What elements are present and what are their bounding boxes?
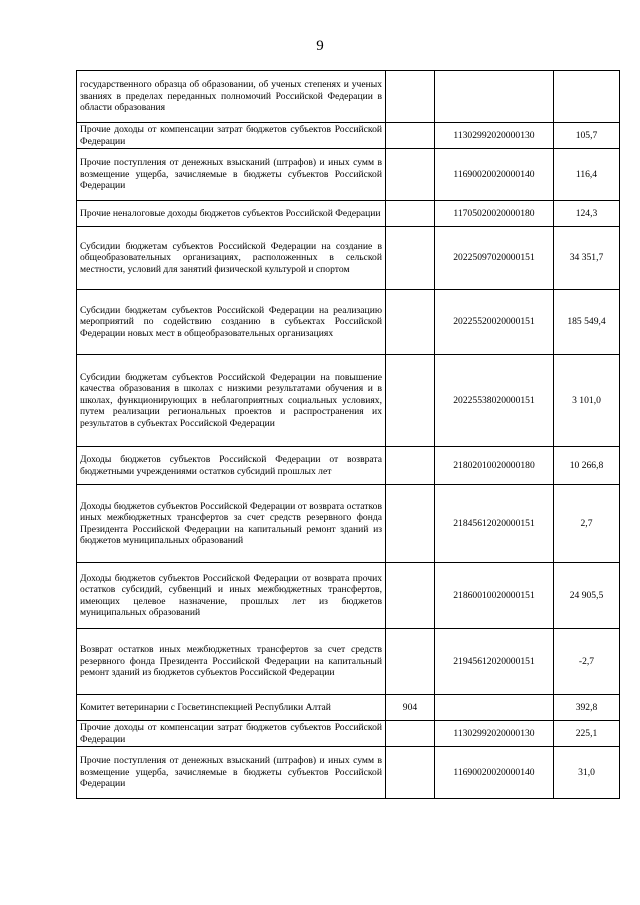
admin-code bbox=[386, 447, 435, 485]
budget-classification-code: 21802010020000180 bbox=[435, 447, 554, 485]
admin-code bbox=[386, 721, 435, 747]
amount: 105,7 bbox=[554, 123, 620, 149]
admin-code bbox=[386, 149, 435, 201]
revenue-name: Субсидии бюджетам субъектов Российской Федерации на создание в общеобразовательных организациях, расположенных в сельской местности, условий для занятий физической культурой и спортом bbox=[77, 227, 386, 290]
revenue-name: Доходы бюджетов субъектов Российской Федерации от возврата бюджетными учреждениями остатков субсидий прошлых лет bbox=[77, 447, 386, 485]
budget-classification-code: 20225097020000151 bbox=[435, 227, 554, 290]
budget-classification-code: 11690020020000140 bbox=[435, 149, 554, 201]
amount: 116,4 bbox=[554, 149, 620, 201]
admin-code bbox=[386, 485, 435, 563]
revenue-table bbox=[76, 70, 620, 799]
budget-classification-code: 20225538020000151 bbox=[435, 355, 554, 447]
amount: 2,7 bbox=[554, 485, 620, 563]
table-row bbox=[77, 227, 620, 290]
budget-classification-code: 21945612020000151 bbox=[435, 629, 554, 695]
revenue-name: Субсидии бюджетам субъектов Российской Федерации на повышение качества образования в школах с низкими результатами обучения и в школах, функционирующих в неблагоприятных социальных условиях, путем реализации региональных проектов и распространения их результатов в субъектах Российской Федерации bbox=[77, 355, 386, 447]
table-row bbox=[77, 485, 620, 563]
table-row bbox=[77, 695, 620, 721]
amount bbox=[554, 71, 620, 123]
budget-classification-code: 11302992020000130 bbox=[435, 123, 554, 149]
admin-code bbox=[386, 71, 435, 123]
revenue-name: Доходы бюджетов субъектов Российской Федерации от возврата прочих остатков субсидий, субвенций и иных межбюджетных трансфертов, имеющих целевое назначение, прошлых лет из бюджетов муниципальных образований bbox=[77, 563, 386, 629]
admin-code bbox=[386, 123, 435, 149]
page-number: 9 bbox=[316, 38, 324, 54]
revenue-name: Субсидии бюджетам субъектов Российской Федерации на реализацию мероприятий по содействию созданию в субъектах Российской Федерации новых мест в общеобразовательных организациях bbox=[77, 290, 386, 355]
budget-classification-code: 21845612020000151 bbox=[435, 485, 554, 563]
revenue-name: Прочие поступления от денежных взысканий (штрафов) и иных сумм в возмещение ущерба, зачисляемые в бюджеты субъектов Российской Федерации bbox=[77, 149, 386, 201]
budget-classification-code: 11705020020000180 bbox=[435, 201, 554, 227]
budget-classification-code: 11302992020000130 bbox=[435, 721, 554, 747]
revenue-name: Доходы бюджетов субъектов Российской Федерации от возврата остатков иных межбюджетных трансфертов за счет средств резервного фонда Президента Российской Федерации на капитальный ремонт зданий из бюджетов муниципальных образований bbox=[77, 485, 386, 563]
amount: 10 266,8 bbox=[554, 447, 620, 485]
admin-code bbox=[386, 747, 435, 799]
table-row bbox=[77, 721, 620, 747]
budget-classification-code: 11690020020000140 bbox=[435, 747, 554, 799]
table-row bbox=[77, 447, 620, 485]
table-row bbox=[77, 747, 620, 799]
revenue-name: государственного образца об образовании, об ученых степенях и ученых званиях в пределах переданных полномочий Российской Федерации в области образования bbox=[77, 71, 386, 123]
table-row bbox=[77, 149, 620, 201]
amount: 31,0 bbox=[554, 747, 620, 799]
admin-code bbox=[386, 201, 435, 227]
admin-code bbox=[386, 355, 435, 447]
revenue-name: Комитет ветеринарии с Госветинспекцией Республики Алтай bbox=[77, 695, 386, 721]
table-row bbox=[77, 201, 620, 227]
amount: 3 101,0 bbox=[554, 355, 620, 447]
amount: -2,7 bbox=[554, 629, 620, 695]
admin-code bbox=[386, 629, 435, 695]
admin-code: 904 bbox=[386, 695, 435, 721]
budget-classification-code: 20225520020000151 bbox=[435, 290, 554, 355]
revenue-name: Прочие доходы от компенсации затрат бюджетов субъектов Российской Федерации bbox=[77, 721, 386, 747]
budget-classification-code bbox=[435, 71, 554, 123]
budget-classification-code bbox=[435, 695, 554, 721]
revenue-name: Прочие доходы от компенсации затрат бюджетов субъектов Российской Федерации bbox=[77, 123, 386, 149]
amount: 185 549,4 bbox=[554, 290, 620, 355]
budget-classification-code: 21860010020000151 bbox=[435, 563, 554, 629]
table-row bbox=[77, 629, 620, 695]
amount: 225,1 bbox=[554, 721, 620, 747]
admin-code bbox=[386, 290, 435, 355]
table-row bbox=[77, 71, 620, 123]
revenue-name: Возврат остатков иных межбюджетных трансфертов за счет средств резервного фонда Президента Российской Федерации на капитальный ремонт зданий из бюджетов субъектов Российской Федерации bbox=[77, 629, 386, 695]
admin-code bbox=[386, 227, 435, 290]
amount: 24 905,5 bbox=[554, 563, 620, 629]
table-row bbox=[77, 123, 620, 149]
table-row bbox=[77, 290, 620, 355]
amount: 392,8 bbox=[554, 695, 620, 721]
revenue-name: Прочие неналоговые доходы бюджетов субъектов Российской Федерации bbox=[77, 201, 386, 227]
revenue-name: Прочие поступления от денежных взысканий (штрафов) и иных сумм в возмещение ущерба, зачисляемые в бюджеты субъектов Российской Федерации bbox=[77, 747, 386, 799]
table-row bbox=[77, 355, 620, 447]
amount: 124,3 bbox=[554, 201, 620, 227]
admin-code bbox=[386, 563, 435, 629]
table-row bbox=[77, 563, 620, 629]
amount: 34 351,7 bbox=[554, 227, 620, 290]
